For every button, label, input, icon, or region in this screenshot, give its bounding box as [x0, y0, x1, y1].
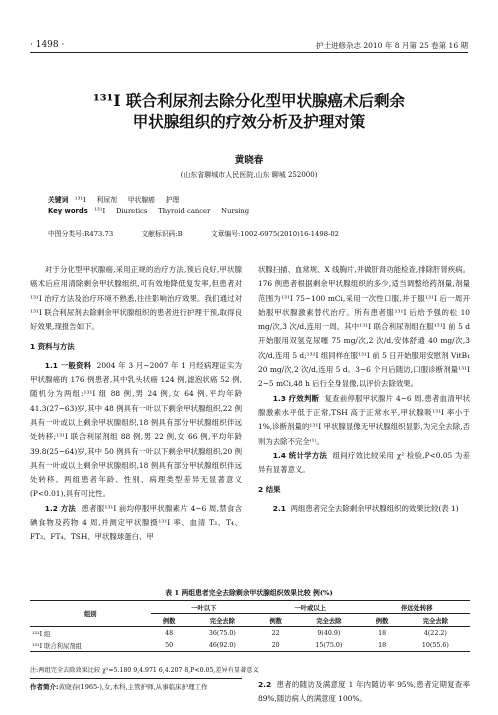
table-cell: 50 [151, 639, 188, 652]
keywords-en-label: Key words [48, 207, 88, 215]
header-rule [30, 52, 468, 53]
subsection-heading: 1.2 方法 [44, 503, 77, 513]
table-cell: 4(22.2) [423, 629, 447, 637]
keyword: 护理 [165, 196, 180, 204]
table-header-group: 组别 [30, 601, 151, 627]
table-header: 一叶或以上 [257, 601, 363, 614]
table-cell: 46(92.0) [188, 639, 257, 652]
table-cell: 9(40.9) [317, 629, 341, 637]
document-code: 文献标识码:B [141, 230, 183, 238]
footnote-text: 黄晓春(1965-),女,本科,主管护师,从事临床护理工作 [58, 683, 208, 691]
keyword: Diuretics [115, 207, 148, 215]
table-cell: 18 [378, 629, 387, 637]
table-cell: ¹³¹I 联合利尿剂组 [30, 639, 151, 652]
paragraph-1-4 [258, 449, 470, 478]
paragraph-1-1 [30, 359, 242, 502]
title-line-2: 甲状腺组织的疗效分析及护理对策 [132, 112, 366, 131]
right-column [258, 263, 470, 516]
continued-paragraph: 状腺扫描、血常规、X 线胸片,并做肝肾功能检查,排除肝肾疾病。176 例患者根据剩余甲状腺组织的多少,适当调整给药剂量,剂量范围为¹³¹I 75~100 mCi,采用一次性口服,并于服¹³¹I 后一周开始服甲状腺激素替代治疗。所有患者服¹³¹I 后给予强的松 10 mg/次,3 次/d,连用一周。其中¹³¹I 联合利尿剂组在服¹³¹I 前 5 d 开始服用双氢克尿噻 75 mg/次,2 次/d,安体舒通 40 mg/次,3 次/d,连用 5 d;¹³¹I 组同样在服¹³¹I 前 5 日开始服用安慰剂 VitB₁ 20 mg/次,2 次/d,连用 5 d。3~6 个月后随访,口服诊断剂量¹³¹I 2~5 mCi,48 h 后行全身显像,以评价去除效果。 [258, 265, 470, 389]
table-header: 一叶以下 [151, 601, 257, 614]
keyword: 甲状腺癌 [127, 196, 155, 204]
keywords-en [48, 206, 468, 217]
paragraph-text: 患者服¹³¹I 前均停服甲状腺素片 4~6 周,禁食含碘食物及药物 4 周,并测定甲状腺摄¹³¹I 率、血清 T₃、T₄、FT₃、FT₄、TSH、甲状腺球蛋白、甲 [30, 503, 242, 542]
table-subheader: 完全去除 [294, 614, 363, 627]
keyword: ¹³¹I [94, 207, 106, 215]
results-table [30, 600, 470, 652]
paragraph-1-2 [30, 502, 242, 545]
paragraph-text: 组间疗效比较采用 χ² 检验,P<0.05 为差异有显著意义。 [258, 450, 470, 475]
table-subheader: 例数 [257, 614, 294, 627]
table-row [30, 627, 470, 640]
subsection-heading: 2.1 [272, 503, 286, 513]
page-header [0, 0, 498, 60]
journal-info: 护士进修杂志 2010 年 8 月第 25 卷第 16 期 [315, 41, 468, 50]
table-cell: 48 [165, 629, 174, 637]
keyword: Nursing [221, 207, 250, 215]
table-note: 注:两组完全去除效果比较 χ²=5.180 9,4.971 6,4.207 8,P<0.05,差异有显著意义 [30, 667, 259, 674]
table-caption: 表 1 两组患者完全去除剩余甲状腺组织效果比较 例(%) [165, 589, 333, 597]
classification-line [48, 228, 468, 238]
author-name: 黄晓春 [234, 155, 264, 166]
intro-paragraph: 对于分化型甲状腺癌,采用正规的治疗方法,预后良好,甲状腺癌术后应用清除剩余甲状腺组织,可有效地降低复发率,但患者对¹³¹I 治疗方法及治疗环境不熟悉,往往影响治疗效果。我们通过对¹³¹I 联合利尿剂去除剩余甲状腺组织的患者进行护理干预,取得良好效果,现报告如下。 [30, 265, 242, 332]
subsection-heading: 1.1 一般资料 [44, 360, 92, 370]
subsection-heading: 1.4 统计学方法 [272, 450, 328, 460]
table-cell: 10(55.6) [401, 639, 470, 652]
section-heading: 1 资料与方法 [30, 342, 75, 352]
paragraph-1-3 [258, 392, 470, 449]
keywords-cn [48, 195, 468, 206]
subsection-heading: 1.3 疗效判断 [272, 393, 320, 403]
subsection-heading: 2.2 [258, 680, 272, 689]
table-subheader: 例数 [364, 614, 401, 627]
keyword: 利尿剂 [96, 196, 117, 204]
table-cell: 18 [364, 639, 401, 652]
table-cell: 20 [257, 639, 294, 652]
page-number: · 1498 · [30, 40, 65, 50]
table-header: 伴远处转移 [364, 601, 471, 614]
article-number: 文章编号:1002-6975(2010)16-1498-02 [210, 230, 339, 238]
table-cell: 36(75.0) [208, 629, 236, 637]
footnote-label: 作者简介: [30, 683, 59, 691]
article-title [20, 90, 478, 132]
paragraph-2-2 [258, 678, 470, 706]
table-cell: 15(75.0) [294, 639, 363, 652]
left-column [30, 263, 242, 545]
keyword: Thyroid cancer [158, 207, 211, 215]
author-footnote [30, 678, 242, 693]
table-row [30, 639, 470, 652]
keywords-block [48, 195, 468, 217]
paragraph-2-1 [258, 502, 470, 516]
affiliation: (山东省聊城市人民医院,山东 聊城 252000) [180, 171, 318, 179]
table-subheader: 完全去除 [401, 614, 470, 627]
clc-number: 中图分类号:R473.73 [48, 230, 114, 238]
table-subheader: 例数 [151, 614, 188, 627]
paragraph-text: 两组患者完全去除剩余甲状腺组织的效果比较(表 1) [290, 503, 459, 513]
paragraph-text: 2004 年 3 月~2007 年 1 月经病理证实为甲状腺癌的 176 例患者,其中乳头状癌 124 例,滤泡状癌 52 例,随机分为两组:¹³¹I 组 88 例,男 24 例,女 64 例,平均年龄 41.3(27~63)岁,其中 48 例具有一叶以下剩余甲状腺组织,22 例具有一叶或以上剩余甲状腺组织,18 例具有部分甲状腺组织伴远处转移;¹³¹I 联合利尿剂组 88 例,男 22 例,女 66 例,平均年龄 39.8(25~64)岁,其中 50 例具有一叶以下剩余甲状腺组织,20 例具有一叶或以上剩余甲状腺组织,18 例具有部分甲状腺组织伴远处转移。两组患者年龄、性别、病理类型差异无显著意义(P<0.01),具有可比性。 [30, 360, 242, 499]
keyword: ¹³¹I [74, 196, 86, 204]
keywords-cn-label: 关键词 [48, 196, 69, 204]
paragraph-text: 患者的随访及满意度 1 年内随访率 95%,患者定期复查率 89%,随访病人的满意度 100%。 [258, 680, 471, 703]
paragraph-text: 复查前停服甲状腺片 4~6 周,患者血清甲状腺激素水平低于正常,TSH 高于正常水平,甲状腺吸¹³¹I 率小于 1%,诊断剂量的¹³¹I 甲状腺显像无甲状腺组织显影,为完全去除,否则为去除不完全⁽¹⁾。 [258, 393, 471, 446]
table-subheader: 完全去除 [188, 614, 257, 627]
table-cell: ¹³¹I 组 [32, 630, 51, 638]
title-line-1: ¹³¹I 联合利尿剂去除分化型甲状腺癌术后剩余 [92, 91, 405, 110]
table-cell: 22 [271, 629, 280, 637]
section-heading: 2 结果 [258, 485, 281, 495]
